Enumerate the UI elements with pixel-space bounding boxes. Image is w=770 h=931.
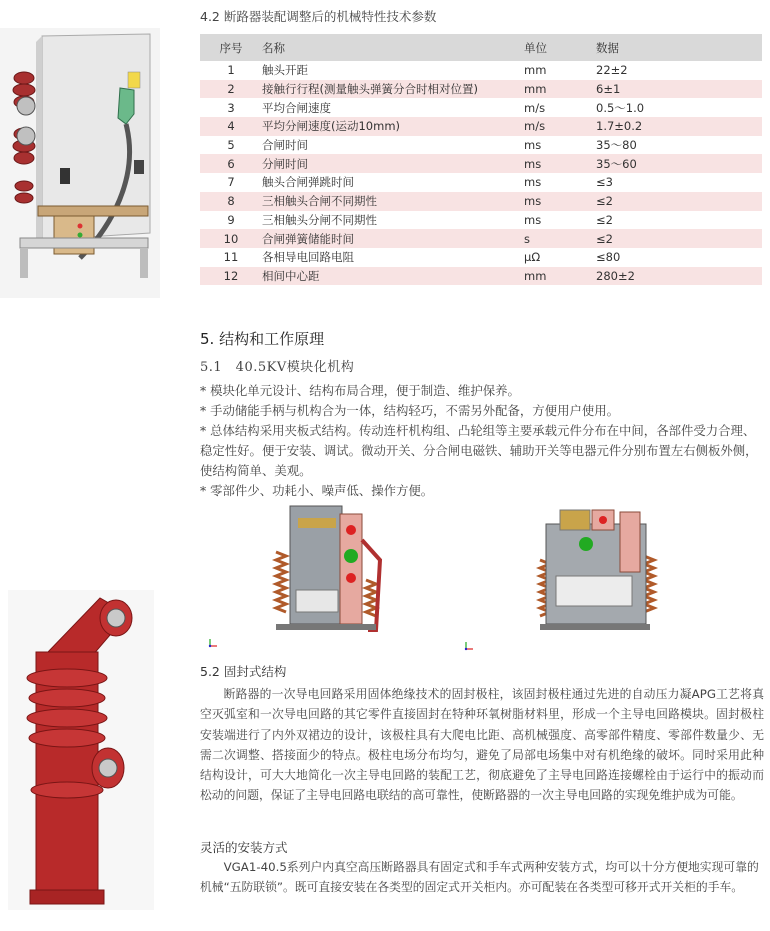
cell-no: 4 (200, 117, 262, 136)
cell-no: 5 (227, 138, 235, 153)
header-name: 名称 (262, 34, 524, 61)
cell-no: 3 (227, 100, 235, 115)
cell-value: 6±1 (596, 80, 762, 99)
section51-title: 5.1 40.5KV模块化机构 (200, 360, 355, 375)
cell-name: 接触行行程(测量触头弹簧分合时相对位置) (262, 80, 524, 99)
cell-no: 9 (227, 212, 235, 227)
table-row (200, 98, 762, 117)
axis-marker-left (206, 636, 220, 650)
embedded-pole-photo (8, 590, 154, 910)
install-title: 灵活的安装方式 (200, 840, 288, 855)
cell-name: 相间中心距 (262, 267, 524, 286)
cell-no: 8 (200, 192, 262, 211)
table-row (200, 211, 762, 230)
table-row (200, 173, 762, 192)
cell-no: 1 (227, 63, 235, 78)
table-row (200, 229, 762, 248)
bullet-item: * 总体结构采用夹板式结构。传动连杆机构组、凸轮组等主要承载元件分布在中间，各部件受力合理、稳定性好。便于安装、调试。微动开关、分合闸电磁铁、辅助开关等电器元件分别布置左右侧板外侧，使结构简单、美观。 (200, 423, 758, 478)
table-title: 4.2 断路器装配调整后的机械特性技术参数 (200, 9, 437, 24)
cell-unit: ms (524, 138, 542, 153)
cell-unit: mm (524, 80, 596, 99)
bullet-item: * 手动储能手柄与机构合为一体，结构轻巧，不需另外配备，方便用户使用。 (200, 403, 620, 418)
cell-unit: m/s (524, 117, 596, 136)
cell-value: ≤2 (596, 229, 762, 248)
cell-name: 触头合闸弹跳时间 (262, 175, 354, 190)
cell-no: 6 (200, 154, 262, 173)
cell-unit: mm (524, 63, 547, 78)
table-row (200, 192, 762, 211)
cell-value: 35～80 (596, 138, 637, 153)
breaker-handcart-photo (0, 28, 160, 298)
cell-value: 22±2 (596, 63, 628, 78)
install-paragraph: VGA1-40.5系列户内真空高压断路器具有固定式和手车式两种安装方式，均可以十分方便地实现可靠的机械“五防联锁”。既可直接安装在各类型的固定式开关柜内。亦可配装在各类型可移开式开关柜的手车。 (200, 860, 759, 895)
spec-table (200, 34, 762, 285)
bullet-item: * 模块化单元设计、结构布局合理，便于制造、维护保养。 (200, 383, 520, 398)
cell-value: ≤2 (596, 212, 613, 227)
table-row (200, 248, 762, 267)
cell-no: 11 (223, 250, 239, 265)
section52-title: 5.2 固封式结构 (200, 664, 287, 679)
cell-unit: ms (524, 212, 542, 227)
cell-no: 12 (200, 267, 262, 286)
mechanism-photo-right (510, 500, 660, 650)
cell-name: 合闸时间 (262, 138, 308, 153)
cell-name: 合闸弹簧储能时间 (262, 229, 524, 248)
cell-name: 三相触头合闸不同期性 (262, 192, 524, 211)
table-header-row (200, 34, 762, 61)
cell-value: 0.5～1.0 (596, 100, 645, 115)
header-no: 序号 (200, 34, 262, 61)
cell-value: 1.7±0.2 (596, 117, 762, 136)
cell-name: 三相触头分闸不同期性 (262, 212, 377, 227)
cell-no: 7 (227, 175, 235, 190)
section52-paragraph: 断路器的一次导电回路采用固体绝缘技术的固封极柱，该固封极柱通过先进的自动压力凝APG工艺将真空灭弧室和一次导电回路的其它零件直接固封在特种环氧树脂材料里，形成一个主导电回路模块。固封极柱安装端进行了内外双裙边的设计，该极柱具有大爬电比距、高机械强度、高零部件精度、零部件数量少、无需二次调整、搭接面少的特点。极柱电场分布均匀，避免了局部电场集中对有机绝缘的破坏。同时采用此种结构设计，可大大地简化一次主导电回路的装配工艺，彻底避免了主导电回路连接螺栓由于运行中的振动而松动的问题，保证了主导电回路电联结的高可靠性，使断路器的一次主导电回路的实现免维护成为可能。 (200, 687, 764, 803)
cell-unit: ms (524, 175, 542, 190)
cell-value: ≤2 (596, 192, 762, 211)
cell-unit: ms (524, 192, 596, 211)
mechanism-photo-left (200, 500, 390, 650)
cell-value: 35～60 (596, 154, 762, 173)
bullet-item: * 零部件少、功耗小、噪声低、操作方便。 (200, 483, 434, 498)
table-row (200, 136, 762, 155)
cell-name: 各相导电回路电阻 (262, 250, 354, 265)
cell-name: 触头开距 (262, 63, 308, 78)
section5-title: 5. 结构和工作原理 (200, 330, 325, 348)
cell-value: ≤80 (596, 250, 621, 265)
header-unit: 单位 (524, 34, 596, 61)
table-row (200, 80, 762, 99)
cell-unit: ms (524, 154, 596, 173)
table-row (200, 154, 762, 173)
cell-unit: μΩ (524, 250, 541, 265)
cell-no: 2 (200, 80, 262, 99)
cell-value: ≤3 (596, 175, 613, 190)
cell-unit: s (524, 229, 596, 248)
table-row (200, 117, 762, 136)
feature-bullets (200, 381, 762, 501)
cell-value: 280±2 (596, 267, 762, 286)
cell-name: 平均分闸速度(运动10mm) (262, 117, 524, 136)
axis-marker-right (462, 639, 476, 653)
cell-no: 10 (200, 229, 262, 248)
cell-unit: mm (524, 267, 596, 286)
cell-unit: m/s (524, 100, 546, 115)
cell-name: 平均合闸速度 (262, 100, 331, 115)
header-value: 数据 (596, 34, 762, 61)
cell-name: 分闸时间 (262, 154, 524, 173)
table-row (200, 61, 762, 80)
table-row (200, 267, 762, 286)
